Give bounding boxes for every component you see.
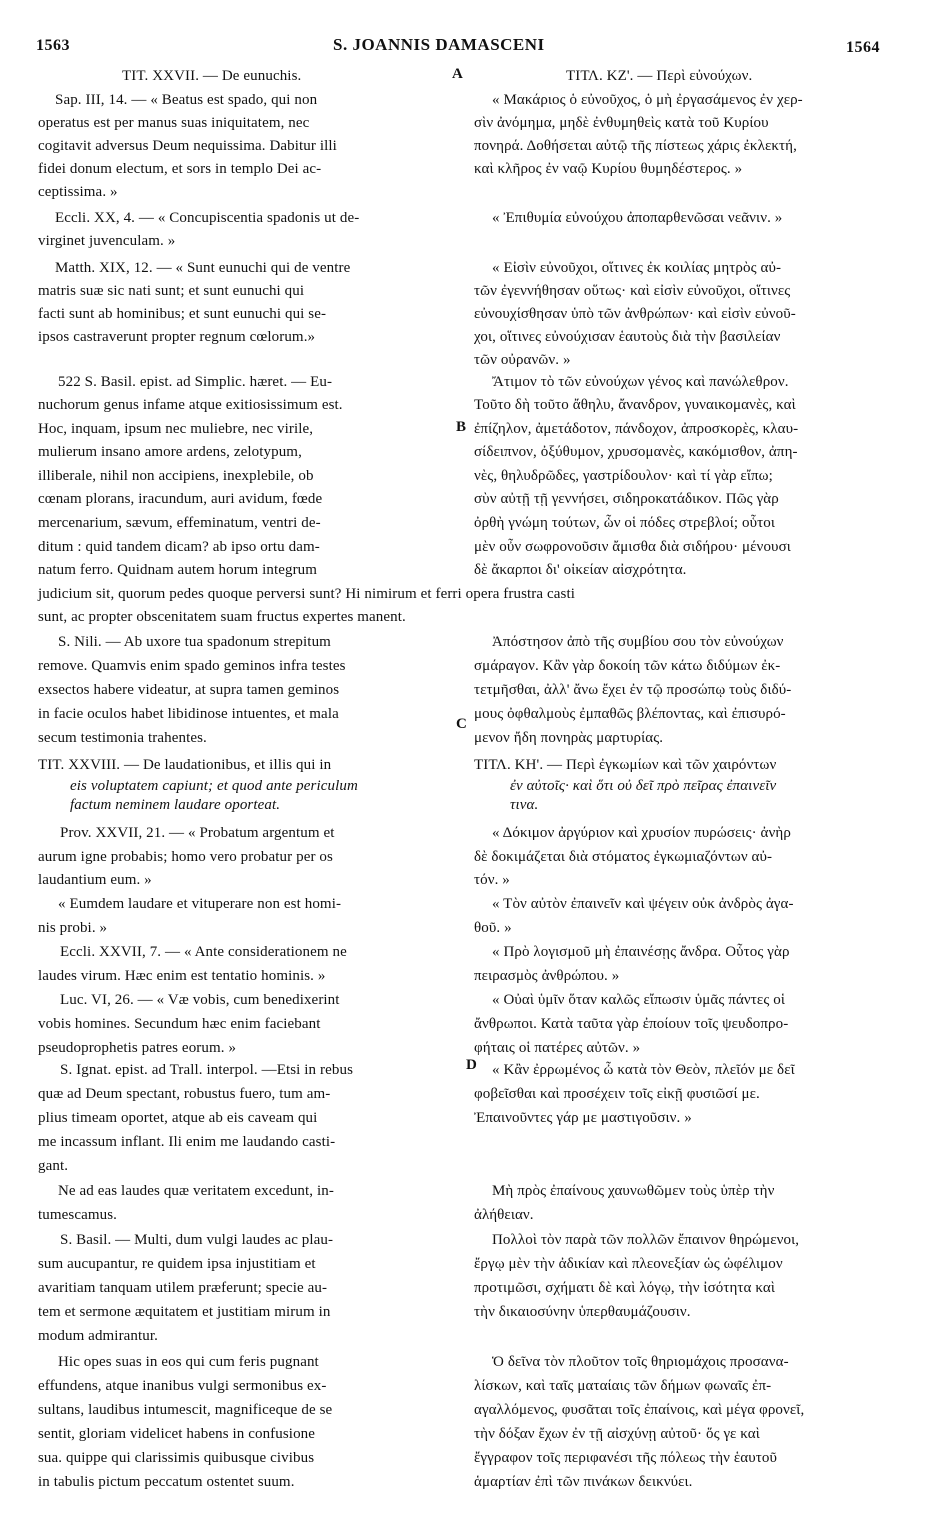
latin-line: virginet juvenculam. »	[38, 233, 176, 249]
latin-line: plius timeam oportet, atque ab eis caveam qui	[38, 1110, 318, 1126]
latin-line: ipsos castraverunt propter regnum cœlorum.»	[38, 329, 316, 345]
latin-line: in tabulis pictum peccatum ostentet suum.	[38, 1474, 295, 1490]
marker-a: A	[452, 66, 463, 82]
latin-title-tit27: TIT. XXVII. — De eunuchis.	[122, 68, 302, 84]
latin-line: illiberale, nihil non accipiens, inexplebile, ob	[38, 468, 314, 484]
greek-line: Ἀπόστησον ἀπὸ τῆς συμβίου σου τὸν εὐνούχων	[492, 634, 784, 650]
latin-line: Sap. III, 14. — « Beatus est spado, qui non	[55, 92, 318, 108]
page-number-right: 1564	[846, 39, 880, 56]
greek-line: νὲς, θηλυδρῶδες, γαστρίδουλον· καὶ τί γὰρ εἴπω;	[474, 468, 773, 484]
marker-b: B	[456, 419, 467, 435]
greek-line: Τοῦτο δὴ τοῦτο ἄθηλυ, ἄνανδρον, γυναικομανὲς, καὶ	[474, 397, 796, 413]
latin-line: cœnam plorans, iracundum, auri avidum, fœde	[38, 491, 323, 507]
greek-line: « Ἐπιθυμία εὐνούχου ἀποπαρθενῶσαι νεᾶνιν. »	[492, 210, 783, 226]
marker-d: D	[466, 1057, 477, 1073]
latin-line: fidei donum electum, et sors in templo Dei ac-	[38, 161, 322, 177]
greek-line: προτιμῶσι, σχήματι δὲ καὶ λόγῳ, τὴν ἰσότητα καὶ	[474, 1280, 775, 1296]
greek-line: ἔγγραφον τοῖς περιφανέσι τῆς πόλεως τὴν ἑαυτοῦ	[474, 1450, 778, 1466]
greek-line: σμάραγον. Κἂν γὰρ δοκοίη τῶν κάτω διδύμων ἐκ-	[474, 658, 781, 674]
latin-line: in facie oculos habet libidinose intuentes, et mala	[38, 706, 339, 722]
latin-line: sultans, laudibus intumescit, magnificeque de se	[38, 1402, 333, 1418]
greek-line: μενον ἤδη πονηρὰς μαρτυρίας.	[474, 730, 664, 746]
latin-title-tit28: TIT. XXVIII. — De laudationibus, et illis qui in	[38, 757, 332, 773]
greek-line: « Εἰσὶν εὐνοῦχοι, οἵτινες ἐκ κοιλίας μητρὸς αὐ-	[492, 260, 782, 276]
greek-line: σὺν αὐτῇ τῇ γεννήσει, σιδηροκατάδικον. Πῶς γὰρ	[474, 491, 779, 507]
greek-line: φήταις οἱ πατέρες αὐτῶν. »	[474, 1040, 641, 1056]
greek-line: « Κἂν ἐρρωμένος ὦ κατὰ τὸν Θεὸν, πλεῖόν με δεῖ	[492, 1062, 795, 1078]
greek-line: εὐνουχίσθησαν ὑπὸ τῶν ἀνθρώπων· καὶ εἰσὶν εὐνοῦ-	[474, 306, 796, 322]
greek-line: δὲ ἄκαρποι δι' οἰκείαν αἰσχρότητα.	[474, 562, 687, 578]
latin-line: Eccli. XX, 4. — « Concupiscentia spadonis ut de-	[55, 210, 360, 226]
greek-line: μους ὀφθαλμοὺς ἐμπαθῶς βλέποντας, καὶ ἐπισυρό-	[474, 706, 786, 722]
latin-line: Matth. XIX, 12. — « Sunt eunuchi qui de ventre	[55, 260, 351, 276]
greek-line: « Πρὸ λογισμοῦ μὴ ἐπαινέσῃς ἄνδρα. Οὗτος γὰρ	[492, 944, 790, 960]
greek-line: ἀλήθειαν.	[474, 1207, 534, 1223]
latin-line: laudantium eum. »	[38, 872, 152, 888]
latin-line: effundens, atque inanibus vulgi sermonibus ex-	[38, 1378, 327, 1394]
latin-line: sua. quippe qui clarissimis quibusque civibus	[38, 1450, 315, 1466]
greek-line: « Δόκιμον ἀργύριον καὶ χρυσίον πυρώσεις· ἀνὴρ	[492, 825, 791, 841]
latin-line: pseudoprophetis patres eorum. »	[38, 1040, 237, 1056]
greek-line: τόν. »	[474, 872, 510, 888]
greek-line: μὲν οὖν σωφρονοῦσιν ἄμισθα διὰ σιδήρου· μένουσι	[474, 539, 791, 555]
latin-line: sentit, gloriam videlicet habens in confusione	[38, 1426, 316, 1442]
greek-line: αγαλλόμενος, φυσᾶται τοῖς ἐπαίνοις, καὶ μέγα φρονεῖ,	[474, 1402, 805, 1418]
latin-line: Prov. XXVII, 21. — « Probatum argentum et	[60, 825, 335, 841]
greek-line: Ἐπαινοῦντες γάρ με μαστιγοῦσιν. »	[474, 1110, 692, 1126]
greek-line: Πολλοὶ τὸν παρὰ τῶν πολλῶν ἔπαινον θηρώμενοι,	[492, 1232, 800, 1248]
latin-line: me incassum inflant. Ili enim me laudando casti-	[38, 1134, 336, 1150]
spanning-line: judicium sit, quorum pedes quoque perversi sunt? Hi nimirum et ferri opera frustra casti	[38, 586, 575, 602]
latin-line: Ne ad eas laudes quæ veritatem excedunt, in-	[58, 1183, 334, 1199]
greek-line: Ἄτιμον τὸ τῶν εὐνούχων γένος καὶ πανώλεθρον.	[492, 374, 789, 390]
greek-line: πειρασμὸς ἀνθρώπου. »	[474, 968, 620, 984]
greek-line: τὴν δόξαν ἔχων ἐν τῇ αἰσχύνῃ αὐτοῦ· ὅς γε καὶ	[474, 1426, 760, 1442]
latin-line: factum neminem laudare oporteat.	[70, 797, 281, 813]
greek-line: ἐν αὐτοῖς· καὶ ὅτι οὐ δεῖ πρὸ πεῖρας ἐπαινεῖν	[510, 778, 777, 794]
latin-line: avaritiam tanquam utilem præferunt; specie au-	[38, 1280, 328, 1296]
greek-line: ὀρθὴ γνώμη τούτων, ὧν οἱ πόδες στρεβλοί; οὗτοι	[474, 515, 775, 531]
greek-line: πονηρά. Δοθήσεται αὐτῷ τῆς πίστεως χάρις ἐκλεκτή,	[474, 138, 797, 154]
latin-line: aurum igne probabis; homo vero probatur per os	[38, 849, 333, 865]
latin-line: Luc. VI, 26. — « Væ vobis, cum benedixerint	[60, 992, 340, 1008]
latin-line: Eccli. XXVII, 7. — « Ante considerationem ne	[60, 944, 347, 960]
greek-line: ἁμαρτίαν ἐπὶ τῶν πινάκων δεικνύει.	[474, 1474, 693, 1490]
latin-line: « Eumdem laudare et vituperare non est homi-	[58, 896, 342, 912]
latin-line: tumescamus.	[38, 1207, 118, 1223]
greek-line: τὴν δικαιοσύνην ὑπερθαυμάζουσιν.	[474, 1304, 691, 1320]
latin-line: nis probi. »	[38, 920, 108, 936]
greek-line: τῶν οὐρανῶν. »	[474, 352, 571, 368]
latin-line: mulierum insano amore ardens, zelotypum,	[38, 444, 302, 460]
greek-line: σίδειπνον, ὀξύθυμον, χρυσομανὲς, κακόμισθον, ἀπη-	[474, 444, 798, 460]
latin-line: operatus est per manus suas iniquitatem, nec	[38, 115, 310, 131]
latin-line: quæ ad Deum spectant, robustus fuero, tum am-	[38, 1086, 331, 1102]
spanning-line: sunt, ac propter obscenitatem suam fructus expertes manent.	[38, 609, 406, 625]
greek-line: τινα.	[510, 797, 539, 813]
latin-line: natum ferro. Quidnam autem horum integrum	[38, 562, 318, 578]
latin-line: gant.	[38, 1158, 69, 1174]
latin-line: secum testimonia trahentes.	[38, 730, 207, 746]
latin-line: tem et sermone æquitatem et justitiam mirum in	[38, 1304, 331, 1320]
latin-line: mercenarium, sævum, effeminatum, ventri de-	[38, 515, 321, 531]
greek-line: « Οὐαὶ ὑμῖν ὅταν καλῶς εἴπωσιν ὑμᾶς πάντες οἱ	[492, 992, 785, 1008]
greek-line: καὶ κλῆρος ἐν ναῷ Κυρίου θυμηδέστερος. »	[474, 161, 743, 177]
latin-line: S. Nili. — Ab uxore tua spadonum strepitum	[58, 634, 331, 650]
latin-line: exsectos habere videatur, at supra tamen geminos	[38, 682, 340, 698]
greek-title-tit28: ΤΙΤΛ. ΚΗ'. — Περὶ ἐγκωμίων καὶ τῶν χαιρόντων	[474, 757, 777, 773]
page-number-left: 1563	[36, 37, 70, 54]
latin-line: remove. Quamvis enim spado geminos infra testes	[38, 658, 346, 674]
latin-line: S. Ignat. epist. ad Trall. interpol. —Etsi in rebus	[60, 1062, 353, 1078]
latin-line: 522 S. Basil. epist. ad Simplic. hæret. — Eu-	[58, 374, 333, 390]
latin-line: ditum : quid tandem dicam? ab ipso ortu dam-	[38, 539, 320, 555]
greek-line: τετμῆσθαι, ἀλλ' ἄνω ἔχει ἐν τῷ προσώπῳ τοὺς διδύ-	[474, 682, 792, 698]
latin-line: sum aucupantur, re quidem ipsa injustitiam et	[38, 1256, 316, 1272]
latin-line: ceptissima. »	[38, 184, 118, 200]
latin-line: cogitavit adversus Deum nequissima. Dabitur illi	[38, 138, 337, 154]
latin-line: facti sunt ab hominibus; et sunt eunuchi qui se-	[38, 306, 327, 322]
running-title: S. JOANNIS DAMASCENI	[333, 35, 545, 54]
latin-line: laudes virum. Hæc enim est tentatio hominis. »	[38, 968, 326, 984]
latin-line: modum admirantur.	[38, 1328, 159, 1344]
latin-line: vobis homines. Secundum hæc enim faciebant	[38, 1016, 321, 1032]
marker-c: C	[456, 716, 467, 732]
greek-line: « Μακάριος ὁ εὐνοῦχος, ὁ μὴ ἐργασάμενος ἐν χερ-	[492, 92, 803, 108]
greek-line: « Τὸν αὐτὸν ἐπαινεῖν καὶ ψέγειν οὐκ ἀνδρὸς ἀγα-	[492, 896, 794, 912]
latin-line: eis voluptatem capiunt; et quod ante periculum	[70, 778, 358, 794]
greek-line: ἄνθρωποι. Κατὰ ταῦτα γὰρ ἐποίουν τοῖς ψευδοπρο-	[474, 1016, 789, 1032]
latin-line: matris suæ sic nati sunt; et sunt eunuchi qui	[38, 283, 305, 299]
greek-line: Ὁ δεῖνα τὸν πλοῦτον τοῖς θηριομάχοις προσανα-	[492, 1354, 789, 1370]
greek-line: χοι, οἵτινες εὐνούχισαν ἑαυτοὺς διὰ τὴν βασιλείαν	[474, 329, 781, 345]
greek-title-tit27: ΤΙΤΛ. ΚΖ'. — Περὶ εὐνούχων.	[566, 68, 753, 84]
latin-line: Hoc, inquam, ipsum nec muliebre, nec virile,	[38, 421, 314, 437]
latin-line: S. Basil. — Multi, dum vulgi laudes ac plau-	[60, 1232, 334, 1248]
greek-line: θοῦ. »	[474, 920, 512, 936]
greek-line: λίσκων, καὶ ταῖς ματαίαις τῶν δήμων φωναῖς ἐπ-	[474, 1378, 772, 1394]
greek-line: τῶν ἐγεννήθησαν οὕτως· καὶ εἰσὶν εὐνοῦχοι, οἵτινες	[474, 283, 791, 299]
greek-line: δὲ δοκιμάζεται διὰ στόματος ἐγκωμιαζόντων αὐ-	[474, 849, 773, 865]
greek-line: Μὴ πρὸς ἐπαίνους χαυνωθῶμεν τοὺς ὑπὲρ τὴν	[492, 1183, 775, 1199]
greek-line: σὶν ἀνόμημα, μηδὲ ἐνθυμηθεὶς κατὰ τοῦ Κυρίου	[474, 115, 769, 131]
latin-line: nuchorum genus infame atque exitiosissimum est.	[38, 397, 343, 413]
latin-line: Hic opes suas in eos qui cum feris pugnant	[58, 1354, 319, 1370]
greek-line: ἔργῳ μὲν τὴν ἀδικίαν καὶ πλεονεξίαν ὡς ὠφέλιμον	[474, 1256, 783, 1272]
greek-line: ἐπίζηλον, ἀμετάδοτον, πάνδοχον, ἀπροσκορὲς, κλαυ-	[474, 421, 799, 437]
greek-line: φοβεῖσθαι καὶ προσέχειν τοῖς εἰκῇ φυσιῶσί με.	[474, 1086, 760, 1102]
